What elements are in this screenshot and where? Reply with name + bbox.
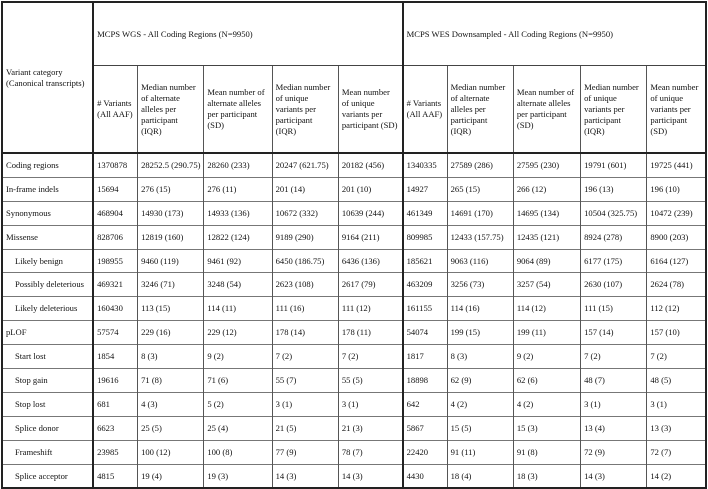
wes-cell: 161155 bbox=[403, 297, 448, 321]
wes-cell: 6177 (175) bbox=[581, 249, 647, 273]
column-header-row bbox=[2, 66, 706, 154]
table-row bbox=[2, 153, 706, 177]
wgs-cell: 178 (14) bbox=[272, 321, 338, 345]
wes-cell: 54074 bbox=[403, 321, 448, 345]
wgs-cell: 12819 (160) bbox=[138, 225, 204, 249]
row-label: Splice donor bbox=[2, 416, 93, 440]
wgs-cell: 160430 bbox=[93, 297, 138, 321]
wes-cell: 265 (15) bbox=[447, 177, 513, 201]
wes-cell: 114 (12) bbox=[513, 297, 580, 321]
wgs-cell: 20182 (456) bbox=[338, 153, 402, 177]
wgs-cell: 7 (2) bbox=[338, 345, 402, 369]
row-label: Frameshift bbox=[2, 440, 93, 464]
table-row bbox=[2, 321, 706, 345]
wgs-cell: 19 (3) bbox=[204, 464, 272, 488]
row-label: Possibly deleterious bbox=[2, 273, 93, 297]
row-label: Coding regions bbox=[2, 153, 93, 177]
wes-cell: 14 (2) bbox=[647, 464, 706, 488]
wes-cell: 7 (2) bbox=[581, 345, 647, 369]
wes-cell: 461349 bbox=[403, 201, 448, 225]
wes-cell: 13 (4) bbox=[581, 416, 647, 440]
row-label: Start lost bbox=[2, 345, 93, 369]
wgs-cell: 10672 (332) bbox=[272, 201, 338, 225]
wgs-cell: 276 (11) bbox=[204, 177, 272, 201]
wgs-cell: 28260 (233) bbox=[204, 153, 272, 177]
wes-cell: 8924 (278) bbox=[581, 225, 647, 249]
wes-cell: 8 (3) bbox=[447, 345, 513, 369]
wes-cell: 15 (5) bbox=[447, 416, 513, 440]
row-label: Stop lost bbox=[2, 392, 93, 416]
wgs-column-header-4: Mean number of unique variants per participant (SD) bbox=[338, 66, 402, 154]
wgs-cell: 681 bbox=[93, 392, 138, 416]
wes-cell: 62 (6) bbox=[513, 369, 580, 393]
wes-cell: 185621 bbox=[403, 249, 448, 273]
wgs-cell: 111 (12) bbox=[338, 297, 402, 321]
wgs-cell: 198955 bbox=[93, 249, 138, 273]
wes-cell: 48 (5) bbox=[647, 369, 706, 393]
wes-cell: 8900 (203) bbox=[647, 225, 706, 249]
wgs-cell: 14 (3) bbox=[338, 464, 402, 488]
wgs-cell: 25 (5) bbox=[138, 416, 204, 440]
wgs-cell: 9461 (92) bbox=[204, 249, 272, 273]
wes-cell: 19725 (441) bbox=[647, 153, 706, 177]
wes-column-header-3: Median number of unique variants per participant (IQR) bbox=[581, 66, 647, 154]
wgs-cell: 201 (14) bbox=[272, 177, 338, 201]
wgs-cell: 20247 (621.75) bbox=[272, 153, 338, 177]
wes-cell: 18898 bbox=[403, 369, 448, 393]
wes-cell: 12435 (121) bbox=[513, 225, 580, 249]
wgs-cell: 114 (11) bbox=[204, 297, 272, 321]
wes-cell: 27595 (230) bbox=[513, 153, 580, 177]
wgs-cell: 77 (9) bbox=[272, 440, 338, 464]
table-row bbox=[2, 201, 706, 225]
wes-cell: 14695 (134) bbox=[513, 201, 580, 225]
wgs-cell: 3246 (71) bbox=[138, 273, 204, 297]
wgs-cell: 2623 (108) bbox=[272, 273, 338, 297]
wes-cell: 72 (9) bbox=[581, 440, 647, 464]
wgs-cell: 15694 bbox=[93, 177, 138, 201]
table-row bbox=[2, 345, 706, 369]
wes-cell: 112 (12) bbox=[647, 297, 706, 321]
wes-cell: 13 (3) bbox=[647, 416, 706, 440]
row-label: pLOF bbox=[2, 321, 93, 345]
wes-column-header-2: Mean number of alternate alleles per participant (SD) bbox=[513, 66, 580, 154]
wes-cell: 9 (2) bbox=[513, 345, 580, 369]
wes-cell: 4 (2) bbox=[513, 392, 580, 416]
wgs-cell: 71 (6) bbox=[204, 369, 272, 393]
wgs-column-header-3: Median number of unique variants per participant (IQR) bbox=[272, 66, 338, 154]
wes-cell: 91 (8) bbox=[513, 440, 580, 464]
wes-cell: 9064 (89) bbox=[513, 249, 580, 273]
table-row bbox=[2, 249, 706, 273]
wgs-cell: 4815 bbox=[93, 464, 138, 488]
wes-column-header-4: Mean number of unique variants per participant (SD) bbox=[647, 66, 706, 154]
wes-cell: 114 (16) bbox=[447, 297, 513, 321]
wgs-cell: 276 (15) bbox=[138, 177, 204, 201]
table-row bbox=[2, 416, 706, 440]
wes-cell: 15 (3) bbox=[513, 416, 580, 440]
wgs-group-header: MCPS WGS - All Coding Regions (N=9950) bbox=[93, 2, 403, 66]
table-row bbox=[2, 177, 706, 201]
wgs-cell: 1854 bbox=[93, 345, 138, 369]
wes-cell: 4430 bbox=[403, 464, 448, 488]
wgs-cell: 55 (7) bbox=[272, 369, 338, 393]
wgs-cell: 5 (2) bbox=[204, 392, 272, 416]
wes-cell: 266 (12) bbox=[513, 177, 580, 201]
wes-cell: 3 (1) bbox=[581, 392, 647, 416]
wgs-cell: 1370878 bbox=[93, 153, 138, 177]
wes-cell: 642 bbox=[403, 392, 448, 416]
wgs-cell: 71 (8) bbox=[138, 369, 204, 393]
wes-cell: 463209 bbox=[403, 273, 448, 297]
variant-category-header: Variant category (Canonical transcripts) bbox=[2, 2, 93, 153]
wgs-cell: 468904 bbox=[93, 201, 138, 225]
wgs-cell: 23985 bbox=[93, 440, 138, 464]
row-label: Missense bbox=[2, 225, 93, 249]
wes-cell: 19791 (601) bbox=[581, 153, 647, 177]
wes-cell: 2624 (78) bbox=[647, 273, 706, 297]
wgs-cell: 469321 bbox=[93, 273, 138, 297]
wgs-cell: 14933 (136) bbox=[204, 201, 272, 225]
table-body bbox=[2, 153, 706, 488]
wes-column-header-1: Median number of alternate alleles per participant (IQR) bbox=[447, 66, 513, 154]
wgs-cell: 178 (11) bbox=[338, 321, 402, 345]
table-row bbox=[2, 392, 706, 416]
wgs-cell: 6450 (186.75) bbox=[272, 249, 338, 273]
wgs-column-header-0: # Variants (All AAF) bbox=[93, 66, 138, 154]
wes-cell: 6164 (127) bbox=[647, 249, 706, 273]
wes-cell: 199 (15) bbox=[447, 321, 513, 345]
wes-cell: 62 (9) bbox=[447, 369, 513, 393]
table-row bbox=[2, 273, 706, 297]
wgs-cell: 6623 bbox=[93, 416, 138, 440]
wgs-cell: 2617 (79) bbox=[338, 273, 402, 297]
wgs-cell: 14930 (173) bbox=[138, 201, 204, 225]
wgs-cell: 229 (16) bbox=[138, 321, 204, 345]
wes-cell: 14927 bbox=[403, 177, 448, 201]
row-label: In-frame indels bbox=[2, 177, 93, 201]
wgs-cell: 100 (12) bbox=[138, 440, 204, 464]
wgs-cell: 14 (3) bbox=[272, 464, 338, 488]
wgs-cell: 57574 bbox=[93, 321, 138, 345]
wes-cell: 1817 bbox=[403, 345, 448, 369]
wgs-cell: 25 (4) bbox=[204, 416, 272, 440]
table-row bbox=[2, 440, 706, 464]
wgs-cell: 19616 bbox=[93, 369, 138, 393]
wes-cell: 3 (1) bbox=[647, 392, 706, 416]
table-row bbox=[2, 297, 706, 321]
wes-cell: 22420 bbox=[403, 440, 448, 464]
wes-cell: 157 (10) bbox=[647, 321, 706, 345]
wes-column-header-0: # Variants (All AAF) bbox=[403, 66, 448, 154]
wes-cell: 72 (7) bbox=[647, 440, 706, 464]
wes-cell: 5867 bbox=[403, 416, 448, 440]
wgs-cell: 201 (10) bbox=[338, 177, 402, 201]
wgs-cell: 8 (3) bbox=[138, 345, 204, 369]
wes-cell: 3257 (54) bbox=[513, 273, 580, 297]
wes-cell: 196 (13) bbox=[581, 177, 647, 201]
row-label: Likely deleterious bbox=[2, 297, 93, 321]
row-label: Likely benign bbox=[2, 249, 93, 273]
wgs-cell: 828706 bbox=[93, 225, 138, 249]
wgs-cell: 21 (3) bbox=[338, 416, 402, 440]
wgs-cell: 113 (15) bbox=[138, 297, 204, 321]
wes-cell: 91 (11) bbox=[447, 440, 513, 464]
variant-summary-table bbox=[1, 1, 707, 489]
wgs-cell: 78 (7) bbox=[338, 440, 402, 464]
wgs-cell: 3248 (54) bbox=[204, 273, 272, 297]
wes-cell: 111 (15) bbox=[581, 297, 647, 321]
wes-cell: 14691 (170) bbox=[447, 201, 513, 225]
table-row bbox=[2, 369, 706, 393]
wgs-cell: 3 (1) bbox=[338, 392, 402, 416]
wgs-cell: 111 (16) bbox=[272, 297, 338, 321]
wgs-cell: 100 (8) bbox=[204, 440, 272, 464]
wgs-cell: 28252.5 (290.75) bbox=[138, 153, 204, 177]
row-label: Stop gain bbox=[2, 369, 93, 393]
wes-cell: 48 (7) bbox=[581, 369, 647, 393]
wes-cell: 27589 (286) bbox=[447, 153, 513, 177]
wgs-cell: 55 (5) bbox=[338, 369, 402, 393]
wes-cell: 809985 bbox=[403, 225, 448, 249]
wgs-cell: 21 (5) bbox=[272, 416, 338, 440]
wes-cell: 10504 (325.75) bbox=[581, 201, 647, 225]
wgs-cell: 9 (2) bbox=[204, 345, 272, 369]
wes-cell: 4 (2) bbox=[447, 392, 513, 416]
wes-cell: 18 (3) bbox=[513, 464, 580, 488]
wes-cell: 14 (3) bbox=[581, 464, 647, 488]
wes-cell: 10472 (239) bbox=[647, 201, 706, 225]
row-label: Synonymous bbox=[2, 201, 93, 225]
wgs-cell: 9189 (290) bbox=[272, 225, 338, 249]
table-row bbox=[2, 225, 706, 249]
wgs-cell: 4 (3) bbox=[138, 392, 204, 416]
wgs-column-header-1: Median number of alternate alleles per participant (IQR) bbox=[138, 66, 204, 154]
wgs-cell: 10639 (244) bbox=[338, 201, 402, 225]
wes-cell: 199 (11) bbox=[513, 321, 580, 345]
wes-group-header: MCPS WES Downsampled - All Coding Regions (N=9950) bbox=[403, 2, 706, 66]
wgs-cell: 12822 (124) bbox=[204, 225, 272, 249]
wgs-cell: 6436 (136) bbox=[338, 249, 402, 273]
wgs-cell: 229 (12) bbox=[204, 321, 272, 345]
wes-cell: 12433 (157.75) bbox=[447, 225, 513, 249]
wes-cell: 7 (2) bbox=[647, 345, 706, 369]
wgs-cell: 9460 (119) bbox=[138, 249, 204, 273]
wes-cell: 18 (4) bbox=[447, 464, 513, 488]
row-label: Splice acceptor bbox=[2, 464, 93, 488]
wes-cell: 2630 (107) bbox=[581, 273, 647, 297]
wes-cell: 3256 (73) bbox=[447, 273, 513, 297]
wgs-cell: 7 (2) bbox=[272, 345, 338, 369]
table-row bbox=[2, 464, 706, 488]
wes-cell: 157 (14) bbox=[581, 321, 647, 345]
wes-cell: 196 (10) bbox=[647, 177, 706, 201]
wes-cell: 9063 (116) bbox=[447, 249, 513, 273]
wes-cell: 1340335 bbox=[403, 153, 448, 177]
wgs-cell: 9164 (211) bbox=[338, 225, 402, 249]
wgs-column-header-2: Mean number of alternate alleles per participant (SD) bbox=[204, 66, 272, 154]
wgs-cell: 3 (1) bbox=[272, 392, 338, 416]
wgs-cell: 19 (4) bbox=[138, 464, 204, 488]
